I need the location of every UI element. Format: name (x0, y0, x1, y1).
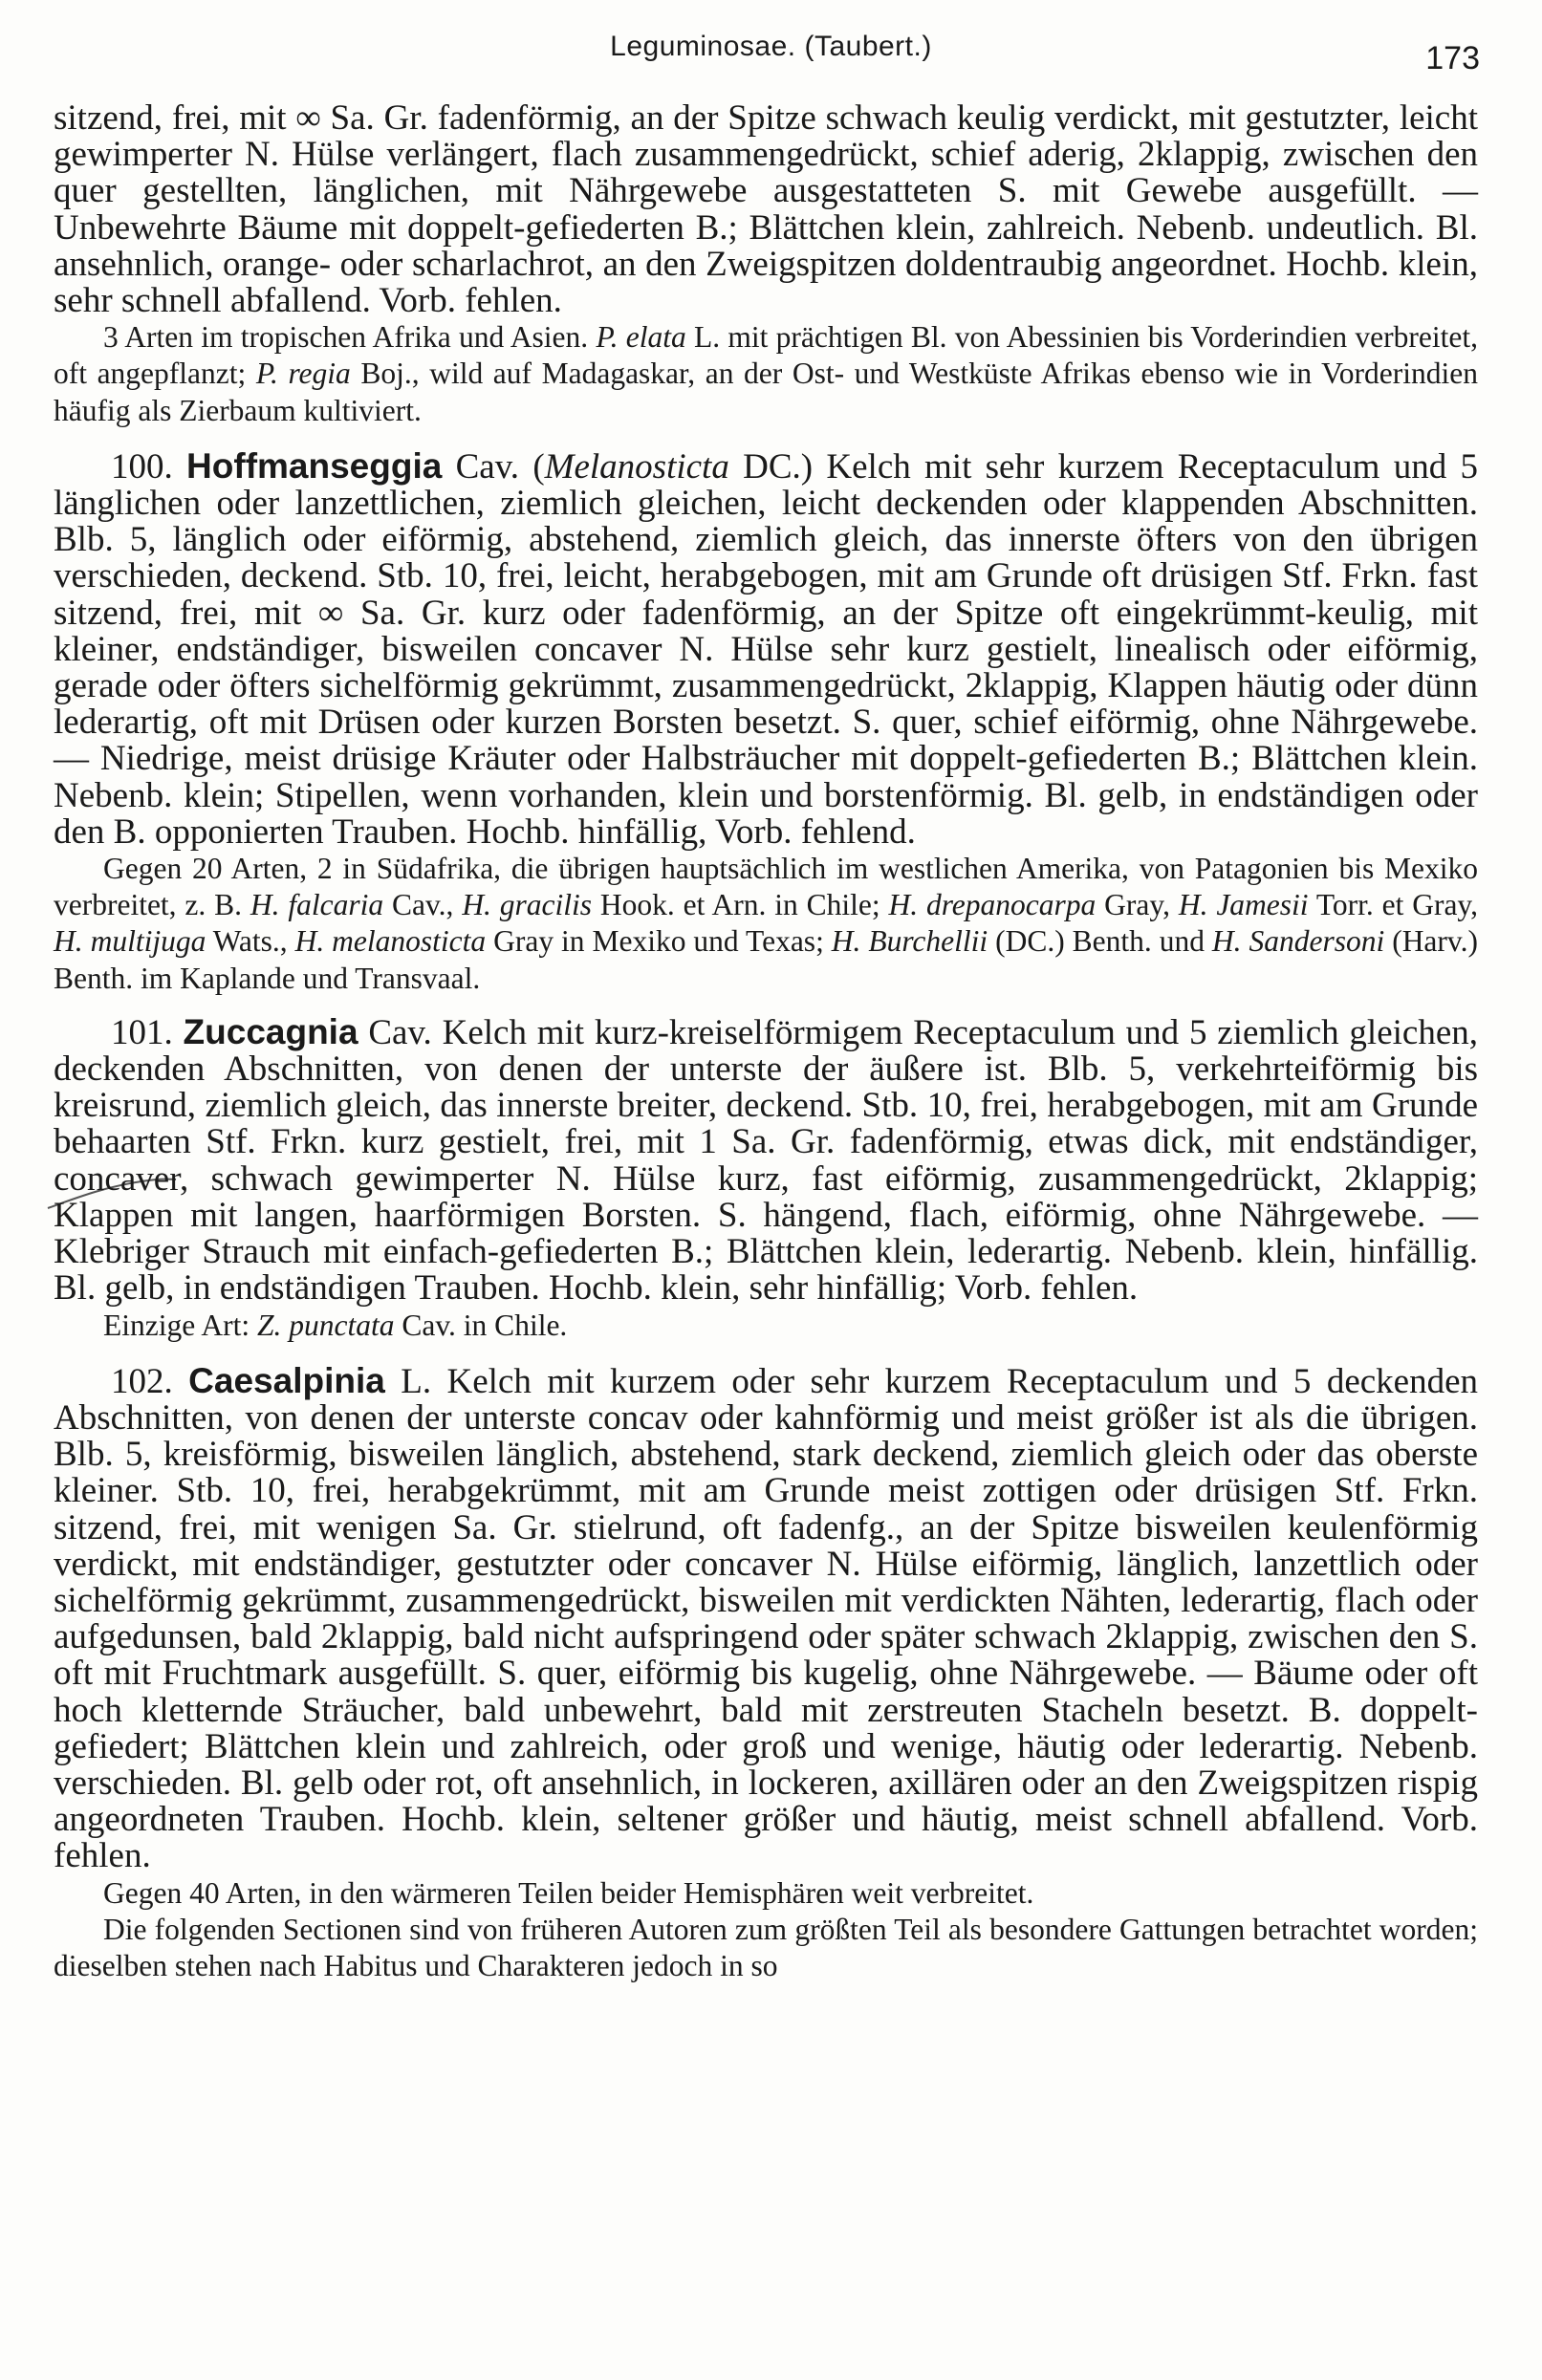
note-paragraph (54, 851, 1478, 997)
genus-author: Cav. ( (442, 446, 545, 487)
genus-description: Kelch mit sehr kurzem Receptaculum und 5 länglichen oder lanzettlichen, ziemlich gleichen, leicht deckenden oder klappenden Abschnitten. Blb. 5, länglich oder eiförmig, abstehend, ziemlich gleich, das innerste öfters von den übrigen verschieden, deckend. Stb. 10, frei, leicht, herabgebogen, mit am Grunde oft drüsigen Stf. Frkn. fast sitzend, frei, mit ∞ Sa. Gr. kurz oder fadenförmig, an der Spitze oft eingekrümmt-keulig, mit kleiner, endständiger, bisweilen concaver N. Hülse sehr kurz gestielt, linealisch oder eiförmig, gerade oder öfters sichelförmig gekrümmt, zusammengedrückt, 2klappig, Klappen häutig oder dünn lederartig, oft mit Drüsen oder kurzen Borsten besetzt. S. quer, schief eiförmig, ohne Nährgewebe. — Niedrige, meist drüsige Kräuter oder Halbsträucher mit doppelt-gefiederten B.; Blättchen klein. Nebenb. klein; Stipellen, wenn vorhanden, klein und borstenförmig. Bl. gelb, in endständigen oder den B. opponierten Trauben. Hochb. hinfällig, Vorb. fehlend. (54, 446, 1478, 852)
species-name: H. drepanocarpa (888, 888, 1097, 922)
genus-number: 101. (111, 1012, 173, 1052)
genus-description: Kelch mit kurzem oder sehr kurzem Receptaculum und 5 deckenden Abschnitten, von denen der unterste concav oder kahnförmig und meist größer ist als die übrigen. Blb. 5, kreisförmig, bisweilen länglich, abstehend, stark deckend, ziemlich gleich oder das oberste kleiner. Stb. 10, frei, herabgekrümmt, mit am Grunde meist zottigen oder drüsigen Stf. Frkn. sitzend, frei, mit wenigen Sa. Gr. stielrund, oft fadenfg., an der Spitze bisweilen keulenförmig verdickt, mit endständiger, gestutzter oder concaver N. Hülse eiförmig, länglich, lanzettlich oder sichelförmig gekrümmt, zusammengedrückt, bisweilen mit verdickten Nähten, lederartig, flach oder aufgedunsen, bald 2klappig, bald nicht aufspringend oder später schwach 2klappig, zwischen den S. oft mit Fruchtmark ausgefüllt. S. quer, eiförmig bis kugelig, ohne Nährgewebe. — Bäume oder oft hoch kletternde Sträucher, bald unbewehrt, bald mit zerstreuten Stacheln besetzt. B. doppelt-gefiedert; Blättchen klein und zahlreich, oder groß und wenige, häutig oder lederartig. Nebenb. verschieden. Bl. gelb oder rot, oft ansehnlich, in lockeren, axillären oder an den Zweigspitzen rispig angeordneten Trauben. Hochb. klein, seltener größer und häutig, meist schnell abfallend. Vorb. fehlen. (54, 1361, 1479, 1876)
genus-synonym: Melanosticta (544, 446, 729, 487)
note-text: Torr. et Gray, (1308, 888, 1479, 922)
genus-author: Cav. (358, 1012, 443, 1052)
paragraph-text: sitzend, frei, mit ∞ Sa. Gr. fadenförmig, an der Spitze schwach keulig verdickt, mit gestutzter, leicht gewimperter N. Hülse verlängert, flach zusammengedrückt, schief aderig, 2klappig, zwischen den quer gestellten, länglichen, mit Nährgewebe ausgestatteten S. mit Gewebe ausgefüllt. — Unbewehrte Bäume mit doppelt-gefiederten B.; Blättchen klein, zahlreich. Nebenb. undeutlich. Bl. ansehnlich, orange- oder scharlachrot, an den Zweigspitzen doldentraubig angeordnet. Hochb. klein, sehr schnell abfallend. Vorb. fehlen. (54, 98, 1478, 321)
spacer (54, 1344, 1478, 1363)
species-name: H. falcaria (250, 888, 384, 922)
paragraph-continuation (54, 100, 1478, 319)
page-header (0, 27, 1542, 84)
running-head: Leguminosae. (Taubert.) (610, 31, 932, 62)
note-text: Cav., (383, 888, 463, 922)
genus-entry-zuccagnia (54, 1011, 1479, 1309)
note-text: Gegen 20 Arten, 2 in Südafrika, die übrigen hauptsächlich im westlichen Amerika, von Patagonien bis Mexiko verbreitet, z. B. (54, 852, 1478, 922)
genus-name: Caesalpinia (188, 1360, 385, 1400)
genus-synonym-author: DC.) (728, 446, 827, 487)
species-name: P. regia (255, 357, 351, 391)
note-text: Einzige Art: (103, 1308, 257, 1342)
note-text: Boj., wild auf Madagaskar, an der Ost- und Westküste Afrikas ebenso wie in Vorderindien häufig als Zierbaum kultiviert. (54, 357, 1478, 427)
note-paragraph (54, 319, 1478, 429)
page-body (54, 100, 1478, 1984)
note-text: Gray in Mexiko und Texas; (486, 924, 832, 959)
genus-author: L. (384, 1361, 447, 1401)
genus-description: Kelch mit kurz-kreiselförmigem Receptaculum und 5 ziemlich gleichen, deckenden Abschnitten, von denen der unterste der äußere ist. Blb. 5, verkehrteiförmig bis kreisrund, ziemlich gleich, das innerste breiter, deckend. Stb. 10, frei, herabgebogen, mit am Grunde behaarten Stf. Frkn. kurz gestielt, frei, mit 1 Sa. Gr. fadenförmig, etwas dick, mit endständiger, concaver, schwach gewimperter N. Hülse kurz, fast eiförmig, zusammengedrückt, 2klappig; Klappen mit langen, haarförmigen Borsten. S. hängend, flach, eiförmig, ohne Nährgewebe. — Klebriger Strauch mit einfach-gefiederten B.; Blättchen klein, lederartig. Nebenb. klein, hinfällig. Bl. gelb, in endständigen Trauben. Hochb. klein, sehr hinfällig; Vorb. fehlen. (54, 1012, 1479, 1309)
page-number: 173 (1425, 40, 1480, 76)
note-text: (DC.) Benth. und (988, 924, 1212, 959)
genus-entry-hoffmanseggia (54, 445, 1478, 852)
genus-name: Zuccagnia (183, 1011, 358, 1051)
note-text: Hook. et Arn. in Chile; (592, 888, 889, 922)
note-text: Gegen 40 Arten, in den wärmeren Teilen beider Hemisphären weit verbreitet. (103, 1875, 1034, 1910)
note-text: Die folgenden Sectionen sind von früheren Autoren zum größten Teil als besondere Gattungen betrachtet worden; dieselben stehen nach Habitus und Charakteren jedoch in so (54, 1912, 1478, 1982)
species-name: P. elata (596, 320, 686, 355)
species-name: H. melanosticta (294, 924, 487, 959)
spacer (54, 429, 1478, 448)
genus-name: Hoffmanseggia (186, 445, 443, 486)
genus-entry-caesalpinia (54, 1360, 1479, 1876)
note-paragraph (54, 1308, 1478, 1344)
species-name: H. Jamesii (1178, 888, 1309, 922)
note-paragraph (54, 1912, 1478, 1984)
note-text: Gray, (1096, 888, 1179, 922)
note-text: Wats., (206, 924, 295, 959)
note-text: 3 Arten im tropischen Afrika und Asien. (103, 320, 597, 355)
species-name: H. Burchellii (831, 924, 988, 959)
species-name: H. Sandersoni (1211, 924, 1385, 959)
genus-number: 100. (111, 446, 173, 487)
note-text: (Harv.) Benth. im Kaplande und Transvaal. (54, 924, 1478, 995)
note-text: Cav. in Chile. (394, 1308, 568, 1342)
species-name: H. multijuga (54, 924, 206, 959)
species-name: Z. punctata (256, 1308, 395, 1342)
note-text: L. mit prächtigen Bl. von Abessinien bis Vorderindien verbreitet, oft angepflanzt; (54, 320, 1478, 391)
note-paragraph (54, 1875, 1478, 1912)
genus-number: 102. (111, 1361, 173, 1401)
species-name: H. gracilis (462, 888, 593, 922)
